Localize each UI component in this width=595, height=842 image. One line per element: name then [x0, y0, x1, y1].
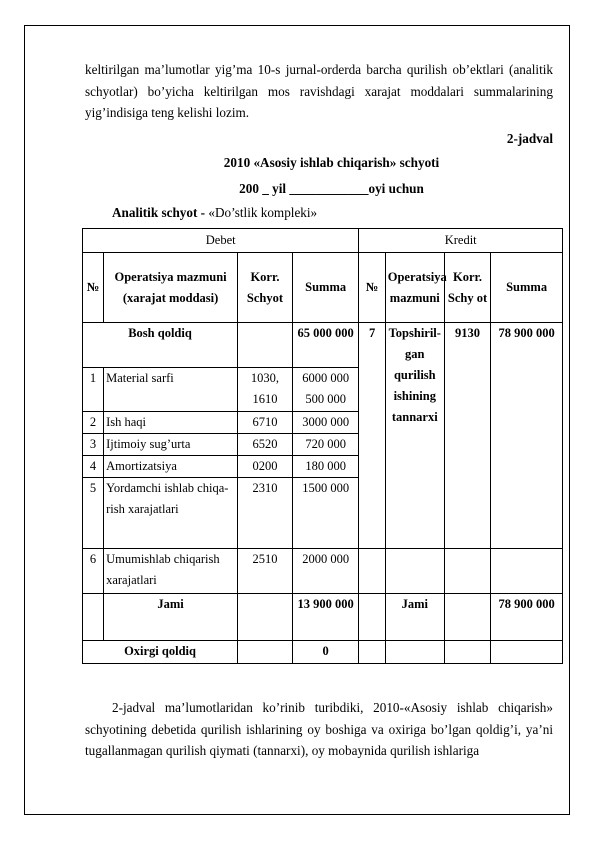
empty-cell: [238, 594, 293, 641]
row-korr: 6520: [238, 434, 293, 456]
table-period: 200 _ yil ____________oyi uchun: [239, 181, 424, 196]
empty-cell: [83, 594, 104, 641]
empty-cell: [491, 641, 563, 664]
col-operation-kredit: Operatsiya mazmuni: [385, 253, 444, 323]
row-korr: 6710: [238, 412, 293, 434]
kredit-sum: 78 900 000: [491, 323, 563, 549]
empty-cell: [359, 594, 385, 641]
analytic-account: [112, 205, 317, 221]
row-korr: 2510: [238, 549, 293, 594]
opening-balance-sum: 65 000 000: [292, 323, 359, 368]
col-no-kredit: №: [359, 253, 385, 323]
row-no: 1: [83, 368, 104, 412]
table-reference: 2-jadval: [506, 131, 553, 146]
row-sum: 3000 000: [292, 412, 359, 434]
kredit-header: Kredit: [359, 229, 563, 253]
col-operation-debet: Operatsiya mazmuni (xarajat moddasi): [104, 253, 238, 323]
col-summa-debet: Summa: [292, 253, 359, 323]
kredit-row-no: 7: [359, 323, 385, 549]
empty-cell: [444, 549, 490, 594]
intro-paragraph: keltirilgan ma’lumotlar yig’ma 10-s jurnal-orderda barcha qurilish ob’ektlari (analitik schyotlar) bo’yicha keltirilgan mos ravishdagi xarajat moddalari summalarining yig’indisiga teng kelishi lozim.: [85, 62, 553, 120]
row-no: 3: [83, 434, 104, 456]
row-sum: 180 000: [292, 456, 359, 478]
row-korr: 2310: [238, 478, 293, 549]
kredit-korr: 9130: [444, 323, 490, 549]
row-no: 5: [83, 478, 104, 549]
empty-cell: [491, 549, 563, 594]
analytic-label: Analitik schyot -: [112, 205, 206, 220]
col-no-debet: №: [83, 253, 104, 323]
empty-cell: [444, 641, 490, 664]
closing-balance-label: Oxirgi qoldiq: [83, 641, 238, 664]
table-title: 2010 «Asosiy ishlab chiqarish» schyoti: [223, 155, 440, 170]
col-summa-kredit: Summa: [491, 253, 563, 323]
closing-balance-sum: 0: [292, 641, 359, 664]
row-sum: 1500 000: [292, 478, 359, 549]
empty-cell: [238, 641, 293, 664]
kredit-operation: Topshiril-gan qurilish ishining tannarxi: [385, 323, 444, 549]
opening-balance-korr: [238, 323, 293, 368]
total-kredit-sum: 78 900 000: [491, 594, 563, 641]
row-no: 2: [83, 412, 104, 434]
empty-cell: [359, 641, 385, 664]
total-debet-sum: 13 900 000: [292, 594, 359, 641]
outro-paragraph: 2-jadval ma’lumotlaridan ko’rinib turibdiki, 2010-«Asosiy ishlab chiqarish» schyotining debetida qurilish ishlarining oy boshiga va oxiriga bo’lgan qoldig’i, ya’ni tugallanmagan qurilish qiymati (tannarxi), oy mobaynida qurilish ishlariga: [85, 700, 553, 758]
table-row: [83, 549, 563, 594]
row-name: Material sarfi: [104, 368, 238, 412]
col-korr-debet: Korr. Schyot: [238, 253, 293, 323]
row-name: Yordamchi ishlab chiqa-rish xarajatlari: [104, 478, 238, 549]
row-name: Umumishlab chiqarish xarajatlari: [104, 549, 238, 594]
analytic-value: «Do’stlik kompleki»: [205, 205, 318, 220]
empty-cell: [359, 549, 385, 594]
empty-cell: [385, 641, 444, 664]
empty-cell: [444, 594, 490, 641]
row-no: 4: [83, 456, 104, 478]
row-sum: 720 000: [292, 434, 359, 456]
row-sum: 2000 000: [292, 549, 359, 594]
row-name: Ijtimoiy sug’urta: [104, 434, 238, 456]
row-sum: 6000 000 500 000: [292, 368, 359, 412]
row-name: Amortizatsiya: [104, 456, 238, 478]
total-debet-label: Jami: [104, 594, 238, 641]
debet-header: Debet: [83, 229, 359, 253]
row-korr: 1030, 1610: [238, 368, 293, 412]
row-no: 6: [83, 549, 104, 594]
empty-cell: [385, 549, 444, 594]
total-kredit-label: Jami: [385, 594, 444, 641]
opening-balance-label: Bosh qoldiq: [83, 323, 238, 368]
ledger-table: [82, 228, 563, 664]
row-korr: 0200: [238, 456, 293, 478]
col-korr-kredit: Korr. Schy ot: [444, 253, 490, 323]
row-name: Ish haqi: [104, 412, 238, 434]
